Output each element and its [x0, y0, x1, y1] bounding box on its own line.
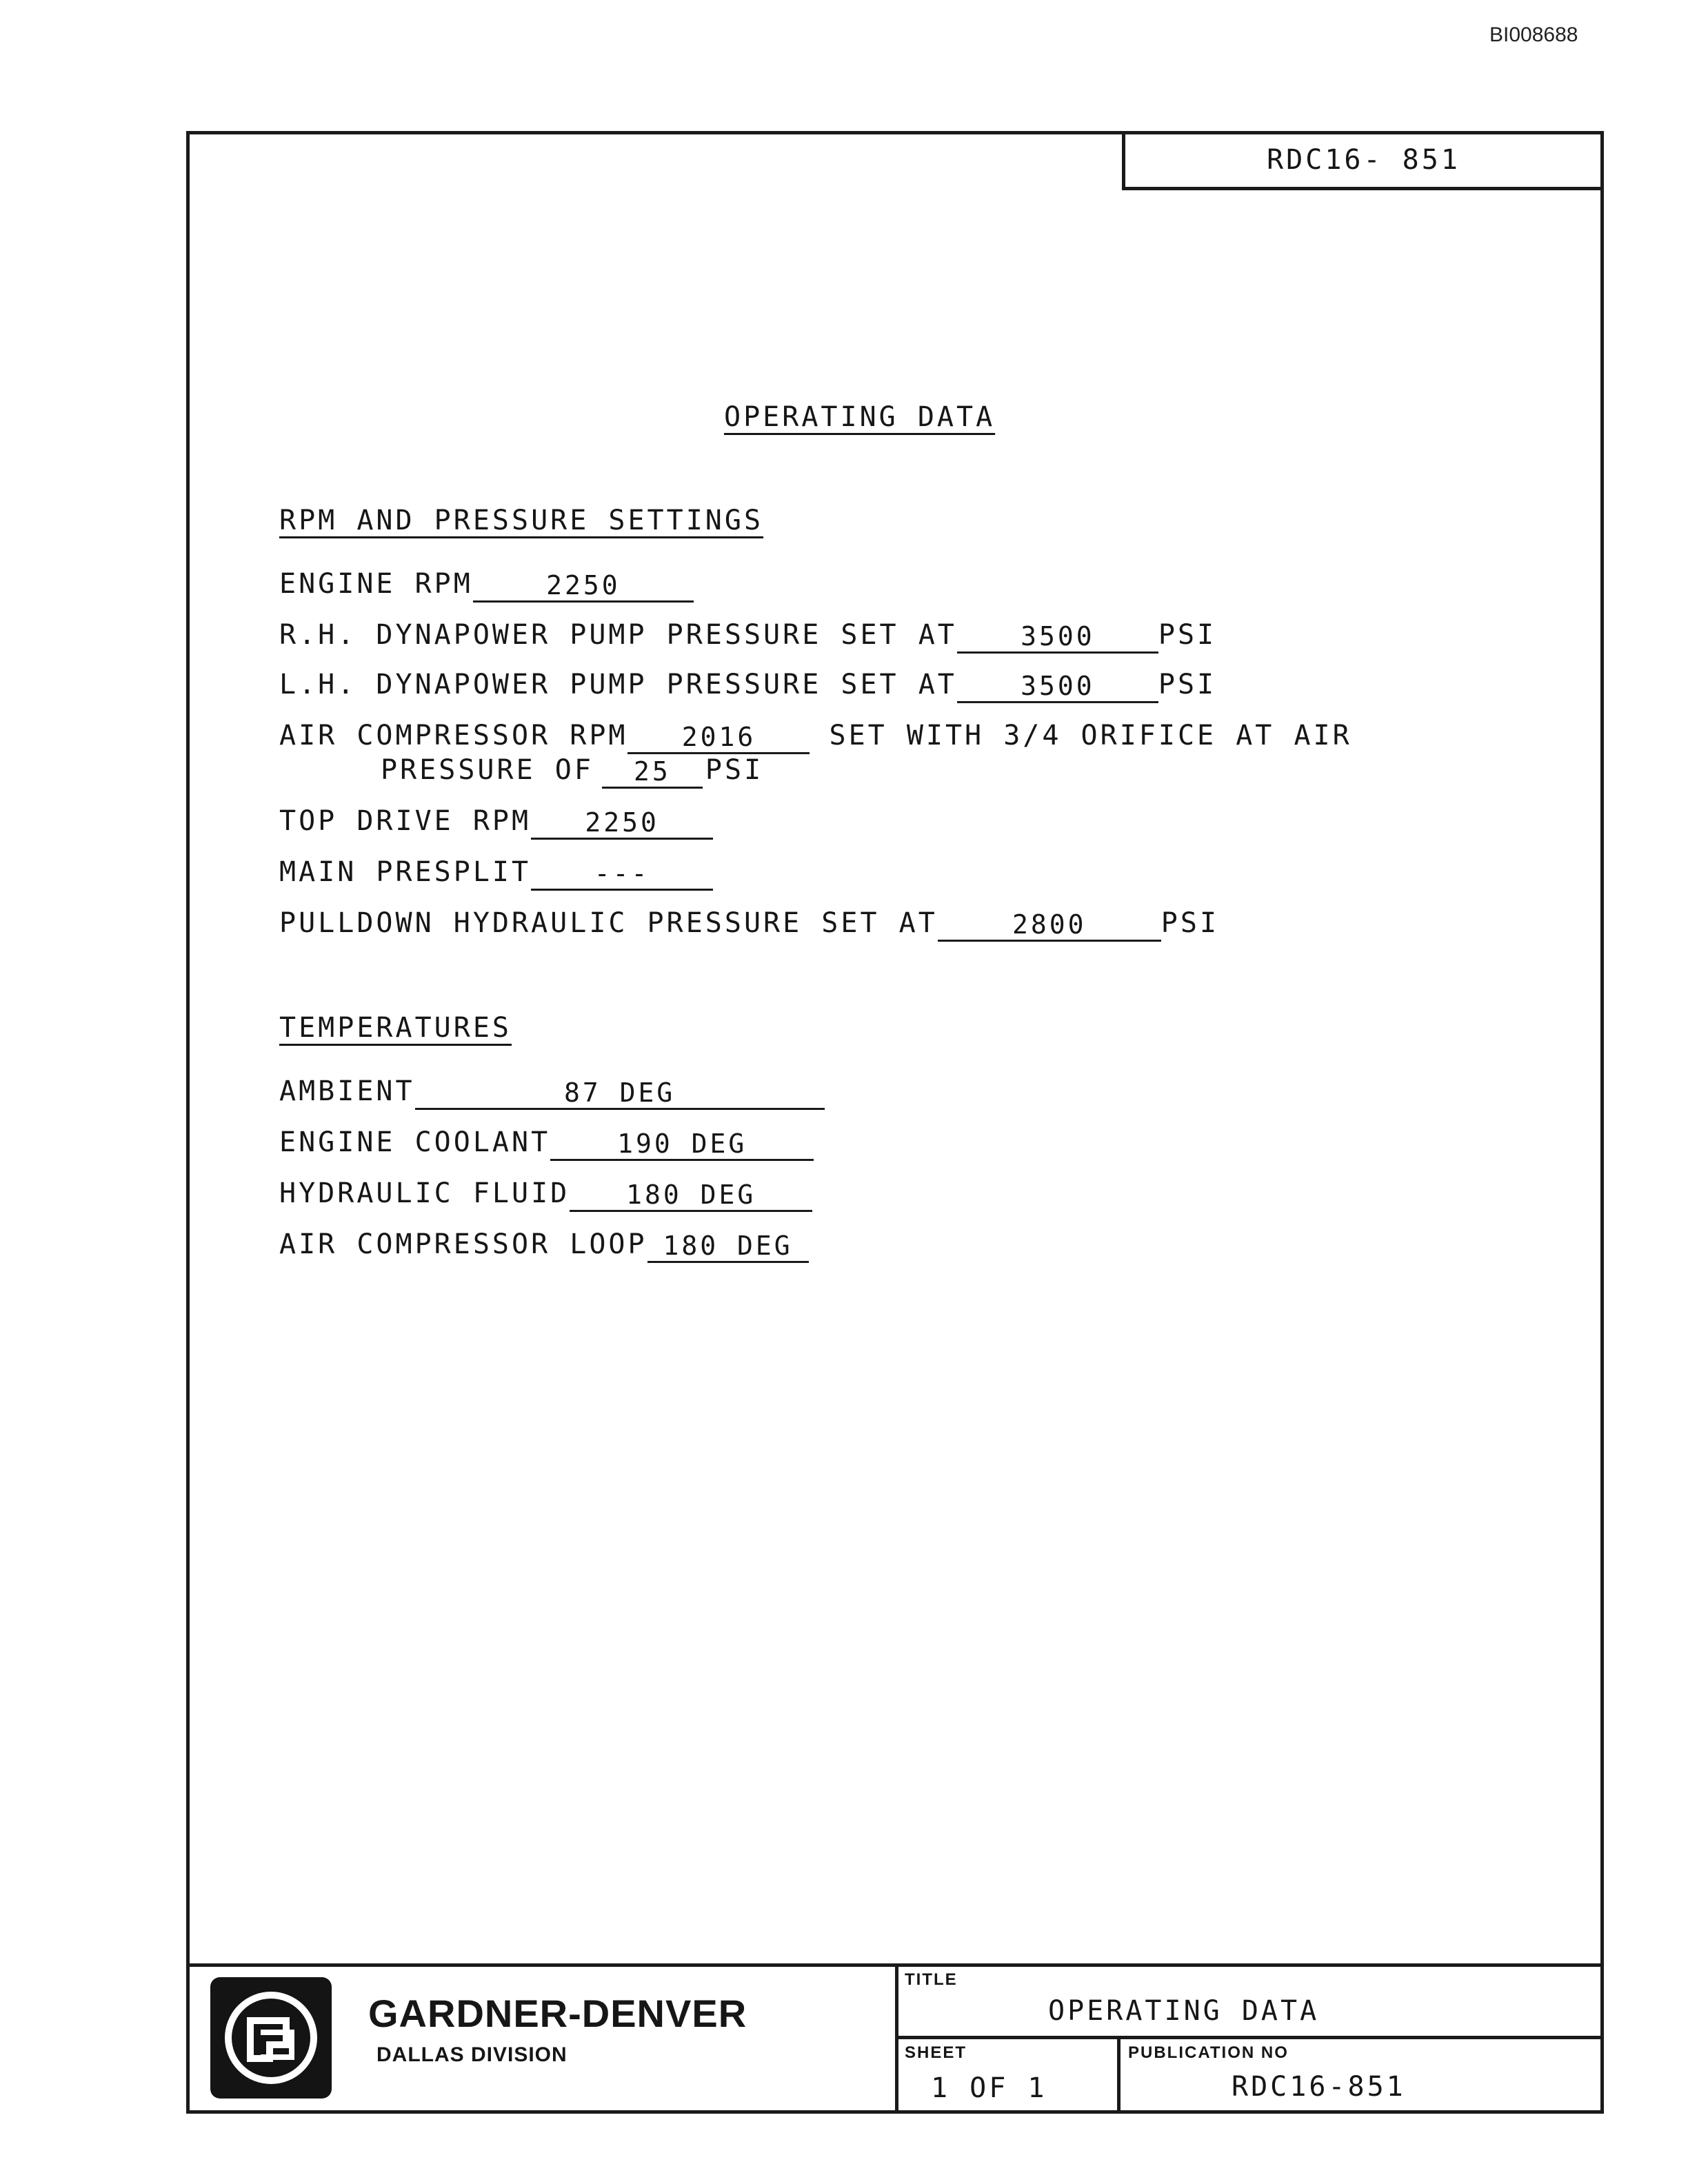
pulldown-value: 2800 — [938, 909, 1161, 942]
top-drive-value: 2250 — [531, 807, 713, 840]
pulldown-row — [279, 907, 1219, 939]
air-compressor-loop-label: AIR COMPRESSOR LOOP — [279, 1228, 647, 1260]
lh-pump-label: L.H. DYNAPOWER PUMP PRESSURE SET AT — [279, 669, 957, 700]
hydraulic-fluid-label: HYDRAULIC FLUID — [279, 1177, 570, 1209]
air-pressure-unit: PSI — [705, 754, 764, 786]
pulldown-unit: PSI — [1160, 907, 1220, 939]
title-value: OPERATING DATA — [1048, 1995, 1320, 2027]
main-presplit-value: --- — [531, 858, 713, 891]
air-pressure-label: PRESSURE OF — [381, 754, 594, 786]
publication-label: PUBLICATION NO — [1128, 2043, 1289, 2062]
engine-rpm-label: ENGINE RPM — [279, 568, 473, 600]
air-compressor-label: AIR COMPRESSOR RPM — [279, 720, 628, 751]
sheet-value: 1 OF 1 — [931, 2072, 1047, 2104]
ambient-value: 87 DEG — [415, 1078, 825, 1110]
ambient-label: AMBIENT — [279, 1075, 415, 1107]
company-division: DALLAS DIVISION — [376, 2043, 567, 2066]
engine-coolant-row — [279, 1126, 814, 1158]
air-compressor-suffix: SET WITH 3/4 ORIFICE AT AIR — [829, 720, 1352, 751]
ambient-row — [279, 1075, 825, 1107]
company-logo-icon — [210, 1977, 332, 2099]
engine-rpm-value: 2250 — [473, 570, 694, 603]
sheet-label: SHEET — [905, 2043, 967, 2062]
lh-pump-unit: PSI — [1158, 669, 1217, 700]
engine-rpm-row — [279, 568, 694, 600]
company-name: GARDNER-DENVER — [368, 1992, 747, 2035]
temperatures-heading: TEMPERATURES — [279, 1012, 512, 1044]
air-compressor-row — [279, 720, 1352, 751]
pulldown-label: PULLDOWN HYDRAULIC PRESSURE SET AT — [279, 907, 938, 939]
hydraulic-fluid-value: 180 DEG — [570, 1180, 812, 1212]
title-label: TITLE — [905, 1970, 958, 1989]
rh-pump-label: R.H. DYNAPOWER PUMP PRESSURE SET AT — [279, 619, 957, 651]
air-compressor-value: 2016 — [627, 722, 810, 754]
title-block-divider — [895, 2036, 1604, 2039]
code-box: RDC16- 851 — [1122, 132, 1602, 190]
air-compressor-loop-row — [279, 1228, 809, 1260]
lh-pump-row — [279, 669, 1216, 700]
rh-pump-value: 3500 — [957, 621, 1158, 654]
air-pressure-row — [381, 754, 763, 786]
top-drive-row — [279, 805, 713, 837]
rpm-section-heading: RPM AND PRESSURE SETTINGS — [279, 505, 764, 536]
lh-pump-value: 3500 — [957, 671, 1158, 703]
top-drive-label: TOP DRIVE RPM — [279, 805, 532, 837]
air-compressor-loop-value: 180 DEG — [647, 1231, 809, 1263]
rh-pump-row — [279, 619, 1216, 651]
engine-coolant-value: 190 DEG — [550, 1129, 814, 1161]
page-title: OPERATING DATA — [724, 401, 996, 433]
engine-coolant-label: ENGINE COOLANT — [279, 1126, 551, 1158]
document-id: BI008688 — [1489, 23, 1578, 46]
main-presplit-row — [279, 856, 713, 888]
rh-pump-unit: PSI — [1158, 619, 1217, 651]
main-presplit-label: MAIN PRESPLIT — [279, 856, 532, 888]
title-block-divider — [1117, 2036, 1121, 2114]
publication-value: RDC16-851 — [1232, 2071, 1406, 2103]
air-pressure-value: 25 — [602, 756, 703, 789]
hydraulic-fluid-row — [279, 1177, 812, 1209]
